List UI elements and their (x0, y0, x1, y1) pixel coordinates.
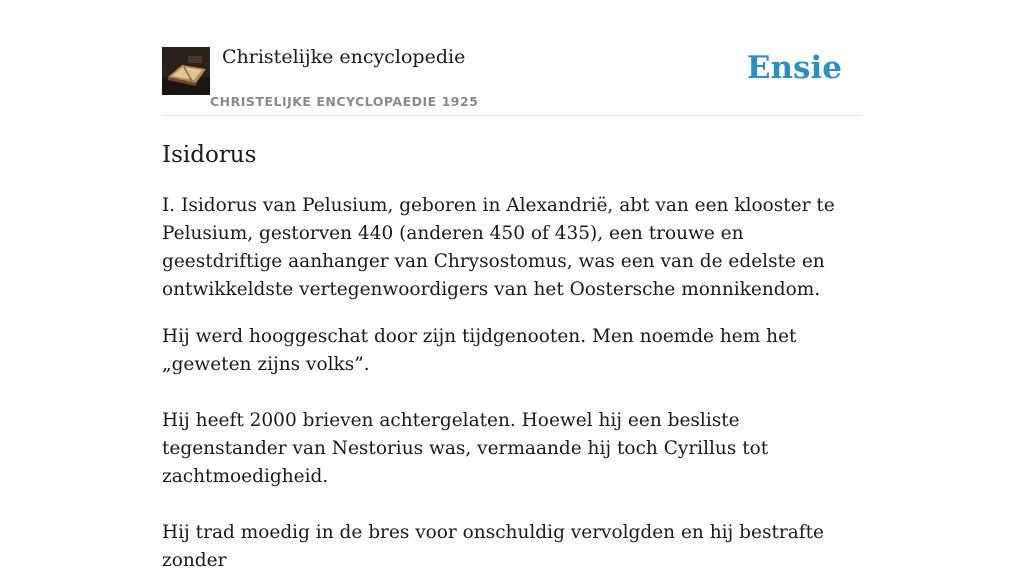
page (162, 0, 862, 575)
article-paragraph: Hij trad moedig in de bres voor onschuldig vervolgden en hij bestrafte zonder (162, 522, 824, 571)
brand-logo[interactable]: Ensie (746, 50, 842, 86)
avatar[interactable] (162, 47, 210, 95)
article-paragraph: I. Isidorus van Pelusium, geboren in Alexandrië, abt van een klooster te Pelusium, gestorven 440 (anderen 450 of 435), een trouwe en geestdriftige aanhanger van Chrysostomus, was een van de edelste en ontwikkeldste vertegenwoordigers van het Oostersche monnikendom. (162, 195, 835, 300)
article-paragraph: Hij werd hooggeschat door zijn tijdgenooten. Men noemde hem het „geweten zijns volks”. (162, 326, 797, 375)
article-paragraph: Hij heeft 2000 brieven achtergelaten. Hoewel hij een besliste tegenstander van Nestorius was, vermaande hij toch Cyrillus tot zachtmoedigheid. (162, 410, 769, 487)
header (162, 47, 862, 116)
article-body (162, 192, 862, 575)
article-title: Isidorus (162, 142, 257, 168)
book-photo-icon (162, 47, 210, 95)
source-subtitle: CHRISTELIJKE ENCYCLOPAEDIE 1925 (210, 94, 479, 109)
source-title[interactable]: Christelijke encyclopedie (222, 46, 466, 68)
